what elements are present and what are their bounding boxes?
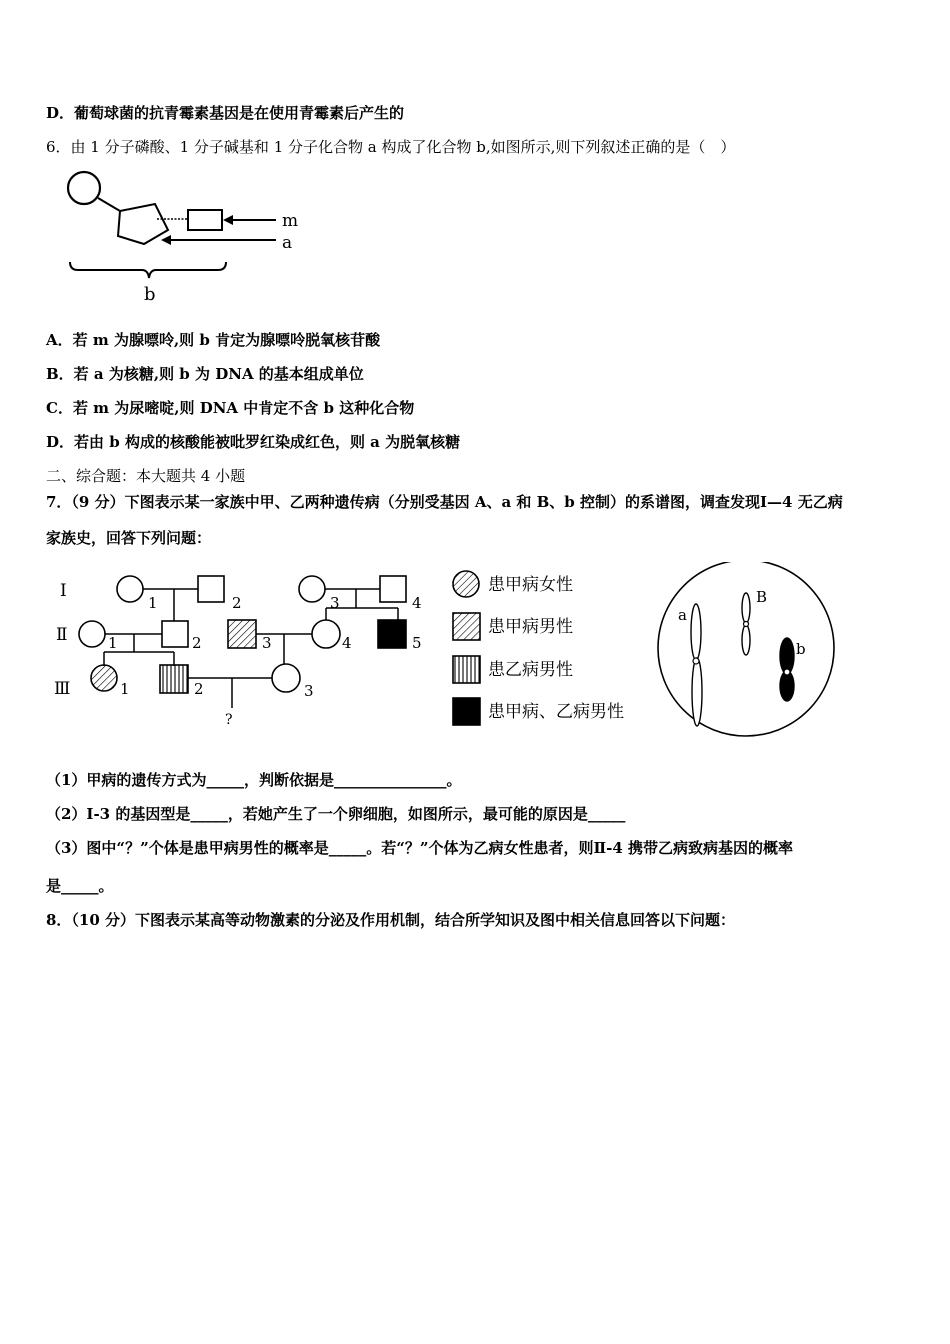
- legend-3: 患乙病男性: [488, 660, 573, 680]
- pedigree-figure: [46, 562, 916, 740]
- ped-III-3: [272, 664, 300, 692]
- ped-II-5: [378, 620, 406, 648]
- id-I-3: 3: [330, 594, 340, 612]
- q7-stem-line2: 家族史，回答下列问题：: [46, 529, 212, 547]
- q6-option-c: C．若 m 为尿嘧啶,则 DNA 中肯定不含 b 这种化合物: [46, 399, 415, 417]
- ped-I-3: [299, 576, 325, 602]
- legend-sym-4: [453, 698, 480, 725]
- gen-label-3: Ⅲ: [54, 679, 71, 699]
- ped-III-1: [91, 665, 117, 691]
- chromosome-B: [742, 593, 750, 655]
- ped-II-3: [228, 620, 256, 648]
- section2-heading: 二、综合题：本大题共 4 小题: [46, 467, 246, 485]
- phosphate-bond: [98, 198, 120, 211]
- ped-III-2: [160, 665, 188, 693]
- q7-stem-line1: 7．（9 分）下图表示某一家族中甲、乙两种遗传病（分别受基因 A、a 和 B、b 控制）的系谱图，调查发现Ⅰ—4 无乙病: [46, 493, 843, 511]
- chromosome-b: [780, 638, 794, 701]
- gen-label-1: Ⅰ: [60, 581, 67, 601]
- legend-sym-2: [453, 613, 480, 640]
- id-III-2: 2: [194, 680, 204, 698]
- q6-option-b: B．若 a 为核糖,则 b 为 DNA 的基本组成单位: [46, 365, 364, 383]
- ped-II-1: [79, 621, 105, 647]
- q7-sub3-line1: （3）图中“？”个体是患甲病男性的概率是_____。若“？”个体为乙病女性患者，则Ⅱ-4 携带乙病致病基因的概率: [46, 839, 793, 857]
- label-chrom-a: a: [678, 606, 687, 624]
- legend-4: 患甲病、乙病男性: [488, 702, 624, 722]
- unknown-individual: ?: [225, 712, 233, 728]
- id-I-4: 4: [412, 594, 422, 612]
- legend-sym-1: [453, 571, 479, 597]
- ped-I-2: [198, 576, 224, 602]
- q5-option-d: D．葡萄球菌的抗青霉素基因是在使用青霉素后产生的: [46, 104, 405, 122]
- brace-b: [70, 262, 226, 278]
- gen-label-2: Ⅱ: [56, 625, 68, 645]
- pentose-ring: [118, 204, 168, 244]
- label-chrom-b: b: [796, 640, 806, 658]
- phosphate-circle: [68, 172, 100, 204]
- q7-sub1: （1）甲病的遗传方式为_____，判断依据是_______________。: [46, 771, 462, 789]
- id-III-1: 1: [120, 680, 130, 698]
- id-II-2: 2: [192, 634, 202, 652]
- q6-option-d: D．若由 b 构成的核酸能被吡罗红染成红色，则 a 为脱氧核糖: [46, 433, 461, 451]
- q7-sub3-line2: 是_____。: [46, 877, 114, 895]
- id-I-1: 1: [148, 594, 158, 612]
- id-II-4: 4: [342, 634, 352, 652]
- id-I-2: 2: [232, 594, 242, 612]
- base-rect: [188, 210, 222, 230]
- q6-stem: 6．由 1 分子磷酸、1 分子碱基和 1 分子化合物 a 构成了化合物 b,如图所示,则下列叙述正确的是（ ）: [46, 138, 736, 156]
- id-II-3: 3: [262, 634, 272, 652]
- ped-I-4: [380, 576, 406, 602]
- q6-option-a: A．若 m 为腺嘌呤,则 b 肯定为腺嘌呤脱氧核苷酸: [46, 331, 381, 349]
- legend-sym-3: [453, 656, 480, 683]
- legend-2: 患甲病男性: [488, 617, 573, 637]
- label-b: b: [144, 284, 156, 305]
- ped-I-1: [117, 576, 143, 602]
- ped-II-2: [162, 621, 188, 647]
- id-III-3: 3: [304, 682, 314, 700]
- id-II-1: 1: [108, 634, 118, 652]
- legend-1: 患甲病女性: [488, 575, 573, 595]
- nucleotide-diagram: [60, 164, 310, 306]
- q7-sub2: （2）Ⅰ-3 的基因型是_____，若她产生了一个卵细胞，如图所示，最可能的原因是_____: [46, 805, 626, 823]
- label-a: a: [282, 233, 293, 253]
- ped-II-4: [312, 620, 340, 648]
- q8-stem: 8．（10 分）下图表示某高等动物激素的分泌及作用机制，结合所学知识及图中相关信息回答以下问题：: [46, 911, 736, 929]
- id-II-5: 5: [412, 634, 422, 652]
- label-m: m: [282, 211, 299, 231]
- label-chrom-B: B: [756, 588, 768, 606]
